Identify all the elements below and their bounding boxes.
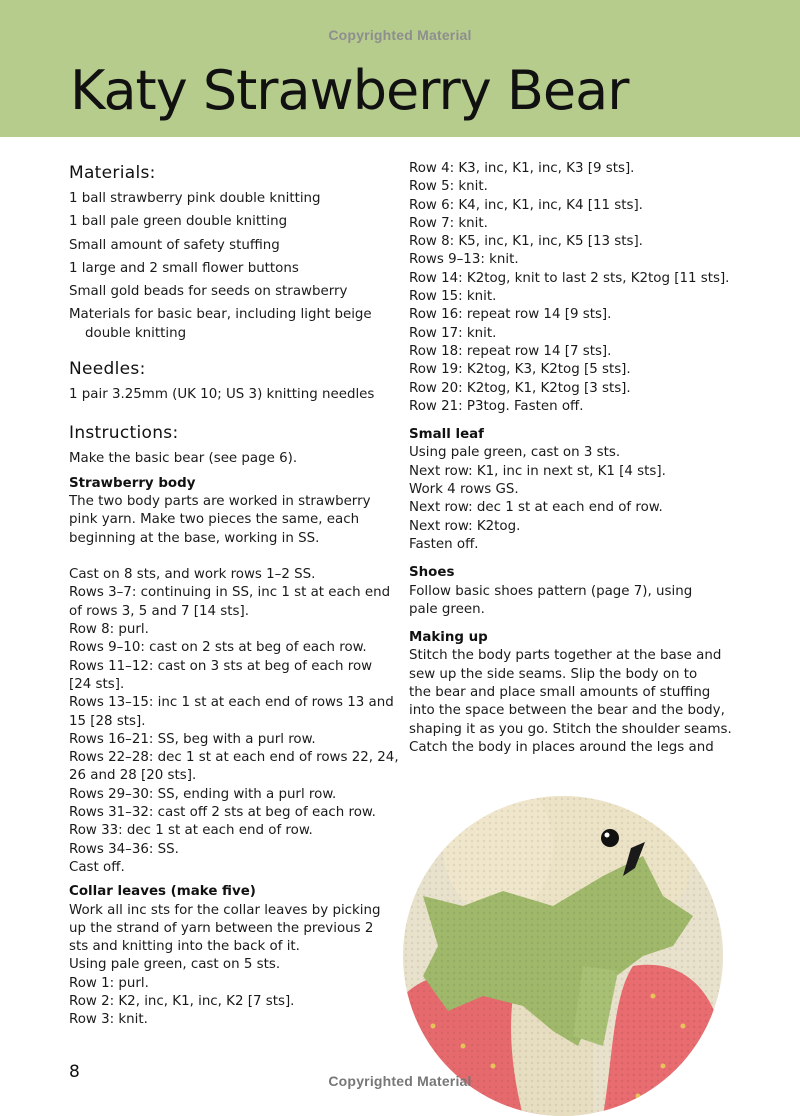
materials-item: Materials for basic bear, including light beige double knitting bbox=[69, 307, 372, 341]
body-row-line: Rows 11–12: cast on 3 sts at beg of each row bbox=[69, 658, 373, 674]
body-row-line: Cast on 8 sts, and work rows 1–2 SS. bbox=[69, 567, 316, 583]
collar-line: up the strand of yarn between the previous 2 bbox=[69, 920, 374, 936]
making-up-line: into the space between the bear and the body, bbox=[409, 703, 725, 719]
materials-item: Small amount of safety stuffing bbox=[69, 237, 280, 253]
body-row-line: Rows 3–7: continuing in SS, inc 1 st at each end bbox=[69, 585, 391, 601]
body-intro-line: beginning at the base, working in SS. bbox=[69, 530, 320, 546]
needles-heading: Needles: bbox=[69, 359, 146, 380]
instructions-heading: Instructions: bbox=[69, 423, 179, 444]
collar-cont-line: Row 5: knit. bbox=[409, 179, 488, 195]
shoes-heading: Shoes bbox=[409, 565, 455, 581]
collar-line: Row 3: knit. bbox=[69, 1012, 148, 1028]
body-row-line: 26 and 28 [20 sts]. bbox=[69, 768, 197, 784]
collar-cont-line: Row 6: K4, inc, K1, inc, K4 [11 sts]. bbox=[409, 197, 643, 213]
instructions-text: Make the basic bear (see page 6). bbox=[69, 451, 298, 467]
page-title: Katy Strawberry Bear bbox=[70, 59, 629, 122]
making-up-line: the bear and place small amounts of stuffing bbox=[409, 685, 711, 701]
collar-cont-line: Row 18: repeat row 14 [7 sts]. bbox=[409, 343, 612, 359]
right-column bbox=[409, 160, 739, 757]
needles-text: 1 pair 3.25mm (UK 10; US 3) knitting needles bbox=[69, 387, 375, 403]
collar-cont-line: Row 21: P3tog. Fasten off. bbox=[409, 398, 584, 414]
small-leaf-line: Using pale green, cast on 3 sts. bbox=[409, 445, 621, 461]
body-row-line: Cast off. bbox=[69, 859, 125, 875]
collar-line: Using pale green, cast on 5 sts. bbox=[69, 957, 281, 973]
body-row-line: 15 [28 sts]. bbox=[69, 713, 146, 729]
bear-eye bbox=[601, 829, 619, 847]
body-row-line: Rows 16–21: SS, beg with a purl row. bbox=[69, 731, 316, 747]
strawberry-body-heading: Strawberry body bbox=[69, 475, 196, 491]
collar-line: Row 2: K2, inc, K1, inc, K2 [7 sts]. bbox=[69, 993, 295, 1009]
materials-heading: Materials: bbox=[69, 163, 156, 183]
watermark-bottom: Copyrighted Material bbox=[328, 1073, 472, 1089]
materials-item: Small gold beads for seeds on strawberry bbox=[69, 284, 348, 300]
left-column bbox=[69, 162, 399, 1030]
materials-item: 1 ball strawberry pink double knitting bbox=[69, 191, 321, 206]
small-leaf-line: Next row: K1, inc in next st, K1 [4 sts]. bbox=[409, 463, 666, 479]
body-row-line: Rows 9–10: cast on 2 sts at beg of each row. bbox=[69, 640, 367, 656]
making-up-line: Stitch the body parts together at the base and bbox=[409, 648, 722, 664]
small-leaf-heading: Small leaf bbox=[409, 427, 485, 443]
collar-cont-line: Row 8: K5, inc, K1, inc, K5 [13 sts]. bbox=[409, 234, 643, 250]
collar-cont-line: Row 7: knit. bbox=[409, 215, 488, 231]
knitted-bear-illustration bbox=[403, 796, 723, 1116]
collar-cont-line: Rows 9–13: knit. bbox=[409, 252, 519, 268]
collar-cont-line: Row 16: repeat row 14 [9 sts]. bbox=[409, 307, 612, 323]
body-row-line: Rows 31–32: cast off 2 sts at beg of each row. bbox=[69, 805, 376, 821]
materials-item: 1 ball pale green double knitting bbox=[69, 214, 288, 230]
title-banner bbox=[0, 0, 800, 137]
body-row-line: [24 sts]. bbox=[69, 676, 125, 692]
body-row-line: of rows 3, 5 and 7 [14 sts]. bbox=[69, 603, 249, 619]
making-up-line: Catch the body in places around the legs and bbox=[409, 739, 714, 755]
collar-cont-line: Row 15: knit. bbox=[409, 289, 497, 305]
making-up-line: shaping it as you go. Stitch the shoulder seams. bbox=[409, 721, 732, 737]
collar-cont-line: Row 14: K2tog, knit to last 2 sts, K2tog [11 sts]. bbox=[409, 270, 730, 286]
collar-leaves-heading: Collar leaves (make five) bbox=[69, 884, 256, 900]
collar-cont-line: Row 4: K3, inc, K1, inc, K3 [9 sts]. bbox=[409, 161, 635, 176]
body-row-line: Row 33: dec 1 st at each end of row. bbox=[69, 823, 313, 839]
collar-cont-line: Row 20: K2tog, K1, K2tog [3 sts]. bbox=[409, 380, 631, 396]
body-row-line: Row 8: purl. bbox=[69, 622, 149, 638]
shoes-line: Follow basic shoes pattern (page 7), using bbox=[409, 583, 693, 599]
small-leaf-line: Fasten off. bbox=[409, 536, 479, 552]
collar-cont-line: Row 17: knit. bbox=[409, 325, 497, 341]
small-leaf-line: Next row: dec 1 st at each end of row. bbox=[409, 500, 663, 516]
materials-item: 1 large and 2 small flower buttons bbox=[69, 260, 299, 276]
collar-line: sts and knitting into the back of it. bbox=[69, 939, 300, 955]
body-row-line: Rows 13–15: inc 1 st at each end of rows 13 and bbox=[69, 695, 394, 711]
making-up-line: sew up the side seams. Slip the body on to bbox=[409, 666, 698, 682]
collar-line: Row 1: purl. bbox=[69, 975, 149, 991]
body-row-line: Rows 29–30: SS, ending with a purl row. bbox=[69, 786, 337, 802]
shoes-line: pale green. bbox=[409, 601, 485, 617]
small-leaf-line: Work 4 rows GS. bbox=[409, 482, 519, 498]
page-number: 8 bbox=[69, 1062, 80, 1082]
body-row-line: Rows 34–36: SS. bbox=[69, 841, 179, 857]
making-up-heading: Making up bbox=[409, 630, 488, 646]
bear-photo bbox=[403, 796, 723, 1116]
collar-line: Work all inc sts for the collar leaves by picking bbox=[69, 902, 381, 918]
body-intro-line: The two body parts are worked in strawberry bbox=[69, 493, 371, 509]
body-intro-line: pink yarn. Make two pieces the same, each bbox=[69, 512, 360, 528]
collar-cont-line: Row 19: K2tog, K3, K2tog [5 sts]. bbox=[409, 362, 631, 378]
watermark-top: Copyrighted Material bbox=[328, 27, 472, 43]
small-leaf-line: Next row: K2tog. bbox=[409, 518, 521, 534]
body-row-line: Rows 22–28: dec 1 st at each end of rows 22, 24, bbox=[69, 750, 399, 766]
